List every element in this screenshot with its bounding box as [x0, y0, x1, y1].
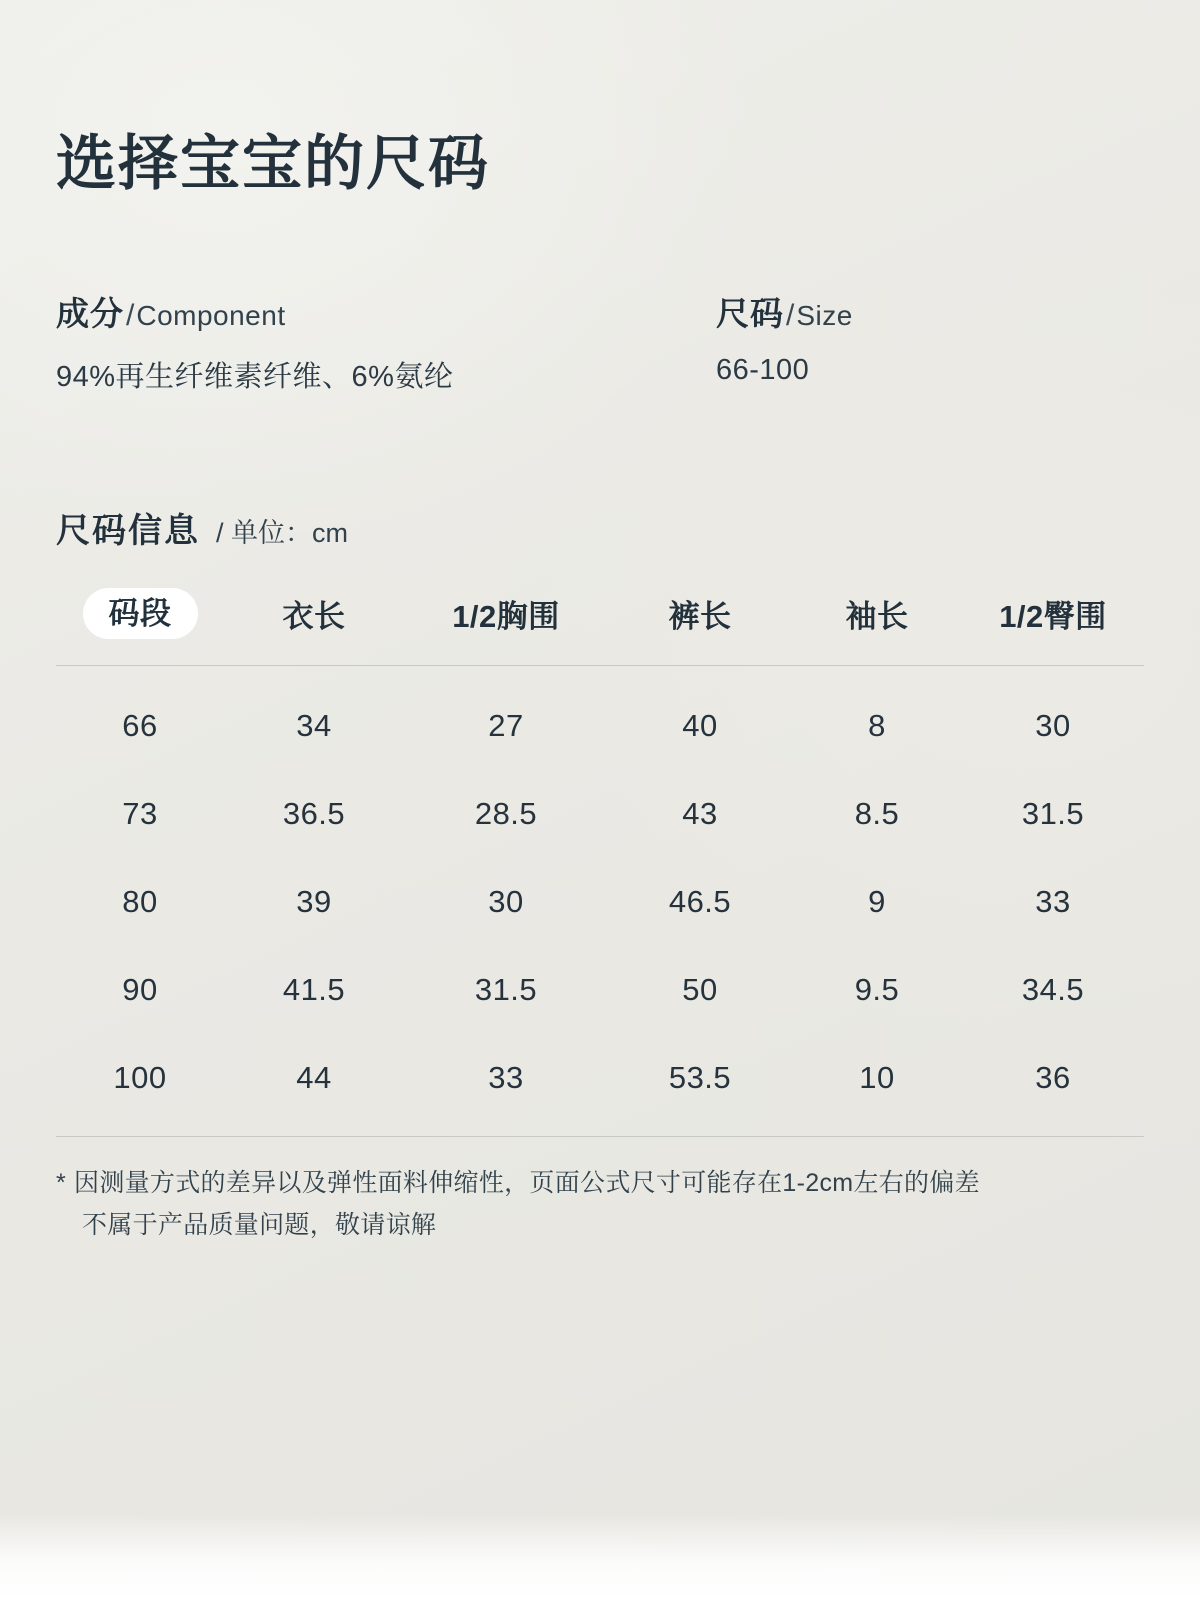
component-heading	[56, 296, 716, 332]
size-table-head	[56, 578, 1144, 666]
note-line-1: 因测量方式的差异以及弹性面料伸缩性，页面公式尺寸可能存在1-2cm左右的偏差	[74, 1169, 980, 1198]
table-cell: 73	[122, 796, 158, 832]
table-cell: 80	[122, 884, 158, 920]
table-cell: 41.5	[282, 972, 346, 1008]
size-table-body	[56, 666, 1144, 1131]
measurement-note	[56, 1163, 1144, 1246]
table-cell: 8.5	[854, 796, 900, 832]
page-title: 选择宝宝的尺码	[56, 130, 490, 197]
table-cell: 53.5	[668, 1060, 732, 1096]
table-header-cell-2: 1/2胸围	[452, 599, 560, 635]
table-cell: 43	[682, 796, 718, 832]
table-cell: 8	[868, 708, 886, 744]
note-star: *	[56, 1169, 67, 1198]
component-value: 94%再生纤维素纤维、6%氨纶	[56, 361, 454, 394]
table-cell: 36	[1035, 1060, 1071, 1096]
size-column-pill: 码段	[83, 588, 198, 639]
table-cell: 9.5	[854, 972, 900, 1008]
table-row	[56, 858, 1144, 946]
table-row	[56, 946, 1144, 1034]
size-separator: /	[786, 299, 795, 332]
table-cell: 66	[122, 708, 158, 744]
size-info-heading	[56, 503, 1144, 552]
note-divider	[56, 1136, 1144, 1137]
table-cell: 33	[488, 1060, 524, 1096]
component-label-cn: 成分	[56, 295, 124, 332]
size-table	[56, 578, 1144, 1130]
size-heading	[716, 296, 853, 332]
table-cell: 39	[296, 884, 332, 920]
size-block	[716, 296, 853, 395]
table-header-cell-1: 衣长	[282, 599, 346, 635]
size-value: 66-100	[716, 354, 810, 387]
table-row	[56, 770, 1144, 858]
component-label-en: Component	[136, 300, 286, 331]
note-line-2: 不属于产品质量问题，敬请谅解	[82, 1210, 437, 1239]
component-separator: /	[126, 299, 135, 332]
size-info-title: 尺码信息	[56, 512, 200, 551]
table-cell: 30	[1035, 708, 1071, 744]
table-cell: 50	[682, 972, 718, 1008]
component-block	[56, 296, 716, 395]
table-cell: 34	[296, 708, 332, 744]
table-header-cell-3: 裤长	[668, 599, 732, 635]
table-header-cell-0	[56, 578, 224, 666]
table-row	[56, 666, 1144, 771]
table-cell: 36.5	[282, 796, 346, 832]
table-cell: 30	[488, 884, 524, 920]
table-header-row	[56, 578, 1144, 666]
table-cell: 31.5	[1021, 796, 1085, 832]
table-cell: 34.5	[1021, 972, 1085, 1008]
table-cell: 33	[1035, 884, 1071, 920]
size-label-en: Size	[796, 300, 853, 331]
table-cell: 90	[122, 972, 158, 1008]
table-cell: 27	[488, 708, 524, 744]
size-info-unit: / 单位：cm	[216, 518, 348, 549]
table-row	[56, 1034, 1144, 1130]
table-cell: 9	[868, 884, 886, 920]
table-cell: 10	[859, 1060, 895, 1096]
table-cell: 40	[682, 708, 718, 744]
table-cell: 31.5	[474, 972, 538, 1008]
size-label-cn: 尺码	[716, 295, 784, 332]
table-cell: 100	[113, 1060, 167, 1096]
table-cell: 28.5	[474, 796, 538, 832]
table-cell: 46.5	[668, 884, 732, 920]
table-header-cell-5: 1/2臀围	[999, 599, 1107, 635]
table-header-cell-4: 袖长	[845, 599, 909, 635]
product-info-row	[56, 296, 1144, 395]
table-cell: 44	[296, 1060, 332, 1096]
